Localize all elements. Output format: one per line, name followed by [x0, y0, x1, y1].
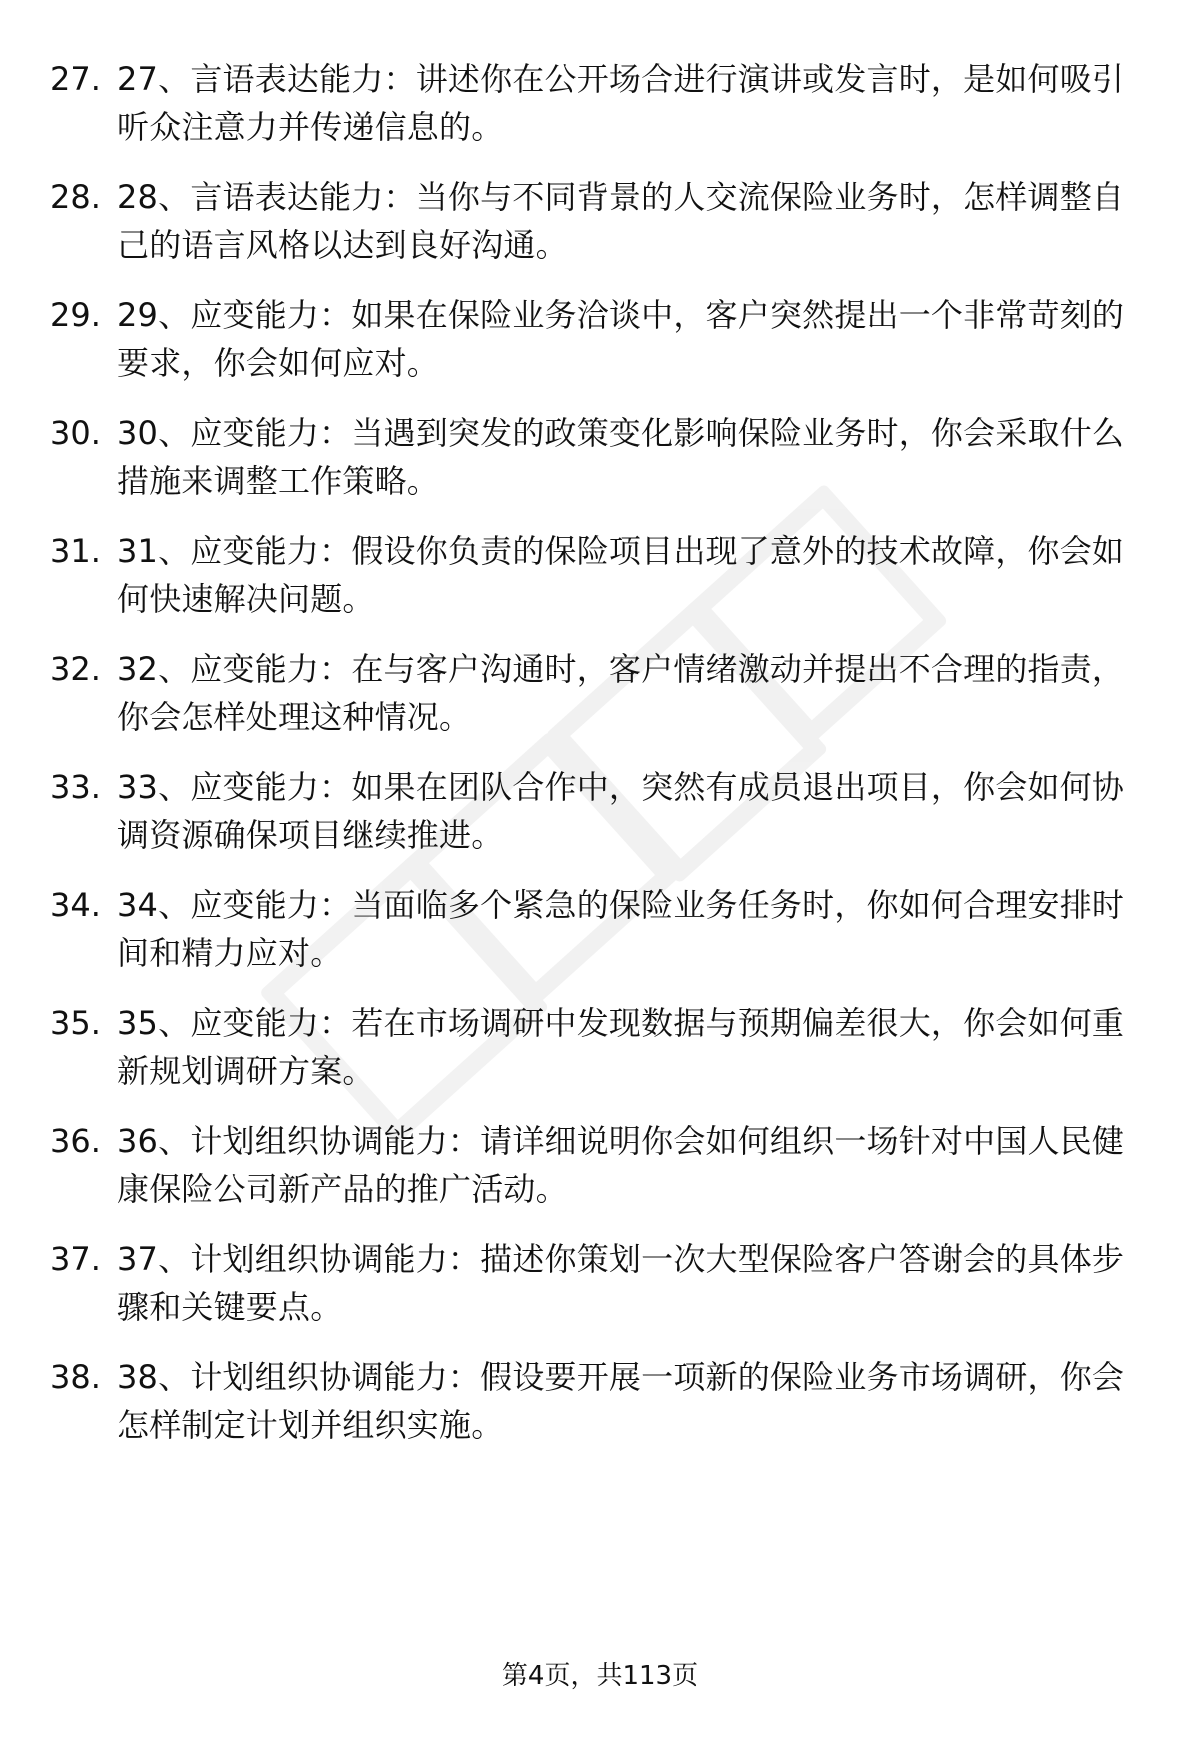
question-text: 37、计划组织协调能力：描述你策划一次大型保险客户答谢会的具体步骤和关键要点。	[117, 1240, 1125, 1326]
question-item	[0, 173, 1200, 293]
question-item	[0, 999, 1200, 1119]
question-item	[0, 763, 1200, 883]
question-number: 38.	[50, 1358, 101, 1396]
question-number: 33.	[50, 768, 101, 806]
question-number: 34.	[50, 886, 101, 924]
question-item	[0, 291, 1200, 411]
question-text: 33、应变能力：如果在团队合作中，突然有成员退出项目，你会如何协调资源确保项目继续推进。	[117, 768, 1125, 854]
question-number: 32.	[50, 650, 101, 688]
page-footer	[0, 1656, 1200, 1696]
question-text: 36、计划组织协调能力：请详细说明你会如何组织一场针对中国人民健康保险公司新产品的推广活动。	[117, 1122, 1125, 1208]
question-item	[0, 645, 1200, 765]
question-number: 27.	[50, 60, 101, 98]
question-item	[0, 55, 1200, 175]
question-text: 35、应变能力：若在市场调研中发现数据与预期偏差很大，你会如何重新规划调研方案。	[117, 1004, 1125, 1090]
question-item	[0, 1353, 1200, 1473]
question-number: 35.	[50, 1004, 101, 1042]
page-number-label: 第4页，共113页	[501, 1661, 699, 1691]
question-item	[0, 409, 1200, 529]
question-text: 32、应变能力：在与客户沟通时，客户情绪激动并提出不合理的指责，你会怎样处理这种情况。	[117, 650, 1125, 736]
question-text: 27、言语表达能力：讲述你在公开场合进行演讲或发言时，是如何吸引听众注意力并传递信息的。	[117, 60, 1125, 146]
question-text: 28、言语表达能力：当你与不同背景的人交流保险业务时，怎样调整自己的语言风格以达到良好沟通。	[117, 178, 1125, 264]
question-number: 37.	[50, 1240, 101, 1278]
question-number: 30.	[50, 414, 101, 452]
question-text: 31、应变能力：假设你负责的保险项目出现了意外的技术故障，你会如何快速解决问题。	[117, 532, 1125, 618]
question-number: 31.	[50, 532, 101, 570]
question-number: 28.	[50, 178, 101, 216]
question-item	[0, 527, 1200, 647]
question-number: 36.	[50, 1122, 101, 1160]
question-item	[0, 881, 1200, 1001]
question-text: 34、应变能力：当面临多个紧急的保险业务任务时，你如何合理安排时间和精力应对。	[117, 886, 1125, 972]
question-text: 30、应变能力：当遇到突发的政策变化影响保险业务时，你会采取什么措施来调整工作策略。	[117, 414, 1125, 500]
question-text: 29、应变能力：如果在保险业务洽谈中，客户突然提出一个非常苛刻的要求，你会如何应对。	[117, 296, 1125, 382]
question-item	[0, 1235, 1200, 1355]
question-text: 38、计划组织协调能力：假设要开展一项新的保险业务市场调研，你会怎样制定计划并组织实施。	[117, 1358, 1125, 1444]
question-item	[0, 1117, 1200, 1237]
question-number: 29.	[50, 296, 101, 334]
